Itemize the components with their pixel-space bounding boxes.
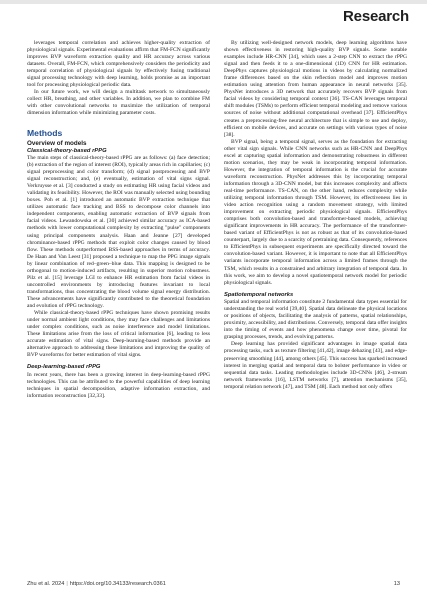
journal-title: Research	[343, 8, 409, 25]
footer-citation: Zhu et al. 2024 | https://doi.org/10.34133/research.0361	[27, 581, 166, 587]
paragraph: By utilizing well-designed network models, deep learning algorithms have shown effectiveness in restoring high-quality BVP signals. Some notable examples include HR-CNN [34], which uses a 2-step CNN to extract the rPPG signal and then feeds it to a one-dimensional (1D) CNN for HR estimation. DeepPhys captures physiological motions in videos by calculating normalized frame differences based on the skin reflection model and improves motion estimation using attention from human appearance in neural networks [35]. PhysNet introduces a 3D network that accurately recovers BVP signals from facial videos by considering temporal context [36]. TS-CAN leverages temporal shift modules (TSMs) to perform efficient temporal modeling and remove various sources of noise without additional computational overhead [37]. EfficientPhys creates a preprocessing-free neural architecture that is simple to use and deploy, efficient on mobile devices, and accurate on settings with various types of noise [38].	[224, 40, 407, 138]
right-column	[224, 40, 407, 391]
paragraph: The main steps of classical-theory-based rPPG are as follows: (a) face detection; (b) extraction of the region of interest (ROI), typically areas rich in capillaries; (c) signal preprocessing and color transform; (d) signal postprocessing and BVP signal reconstruction; and, (e) eventually, estimation of vital signs signal. Verkruysse et al. [3] conducted a study on estimating HR using facial videos and validating its feasibility. However, the ROI was manually selected using bounding boxes. Poh et al. [1] introduced an automatic BVP extraction technique that utilizes automatic face tracking and BSS to decompose color channels into independent components, enabling automatic extraction of BVP signals from facial videos. Lewandowska et al. [30] achieved similar accuracy as ICA-based methods with lower computational complexity by extracting "pulse" components using principal components analysis. Haan and Jeanne [27] developed chrominance-based rPPG methods that exploit color changes caused by blood flow. These methods outperformed BSS-based approaches in terms of accuracy. De Haan and Van Leest [31] proposed a technique to map the PPG image signals by linear combination of red–green–blue data. This mapping is designed to be orthogonal to motion-induced artifacts, resulting in superior motion robustness. Pilz et al. [15] leverage LGI to enhance HR estimation from facial videos in uncontrolled environments by introducing features invariant to local transformations, thus concentrating the blood volume signal energy distribution. These advancements have significantly contributed to the theoretical foundation and evolution of rPPG technology.	[27, 155, 210, 309]
subsubsection-heading-spatiotemporal: Spatiotemporal networks	[224, 291, 294, 298]
paragraph: leverages temporal correlation and achieves higher-quality extraction of physiological signals. Experimental evaluations affirm that FM-FCN significantly improves BVP waveform extraction quality and HR accuracy across various datasets. Overall, FM-FCN, which comprehensively considers the periodicity and temporal correlation of physiological signals by effectively fusing traditional signal processing technology with deep learning, holds promise as an important tool for processing physiological periodic data.	[27, 40, 210, 89]
header-bar	[0, 0, 427, 4]
paragraph: Spatial and temporal information constitute 2 fundamental data types essential for understanding the real world [39,40]. Spatial data delineate the physical locations or positions of objects, facilitating the analysis of patterns, spatial relationships, proximity, accessibility, and distributions. Conversely, temporal data offer insights into the timing of events and how phenomena change over time, pivotal for grasping processes, trends, and evolving patterns.	[224, 299, 407, 341]
section-heading-methods: Methods	[27, 127, 63, 138]
subsubsection-heading-deep-learning: Deep-learning-based rPPG	[27, 364, 101, 371]
page-number: 13	[393, 581, 400, 587]
paragraph: In our future work, we will design a multitask network to simultaneously collect HR, breathing, and other variables. In addition, we plan to combine FM with other convolutional networks to maximize the utilization of temporal dimension information while minimizing parameter costs.	[27, 89, 210, 117]
paragraph: While classical-theory-based rPPG techniques have shown promising results under normal ambient light conditions, they may face challenges and limitations under complex conditions, such as noise interference and model limitations. These limitations arise from the loss of critical information [6], leading to less accurate estimation of vital signs. Deep-learning-based methods provide an alternative approach to addressing these limitations and improving the quality of BVP waveforms for better estimation of vital signs.	[27, 310, 210, 359]
paragraph: BVP signal, being a temporal signal, serves as the foundation for extracting other vital sign signals. While CNN networks such as HR-CNN and DeepPhys excel at capturing spatial information and demonstrating robustness in different motion scenarios, they may be weak in incorporating temporal information. However, the integration of temporal information is the crucial for accurate waveform reconstruction. PhysNet addresses this by incorporating temporal information through a 3D-CNN model, but this increases complexity and affects real-time performance. TS-CAN, on the other hand, reduces complexity while utilizing temporal information through TSM. However, its effectiveness lies in video action recognition using a random movement strategy, with limited improvement on extracting periodic physiological signals. EfficientPhys comprises both convolution-based and transformer-based models, achieving significant improvements in HR accuracy. The performance of the transformer-based variant of EfficientPhys is not as robust as that of its convolution-based counterpart, largely due to a scarcity of pretraining data. Consequently, references to EfficientPhys in subsequent experiments are specifically directed toward the convolution-based variant. However, it is important to note that all EfficientPhys variants incorporate temporal information across a limited frames through the TSM, which results in a constrained and arbitrary integration of temporal data. In this work, we aim to develop a novel spatiotemporal network model for periodic physiological signals.	[224, 138, 407, 286]
subsection-heading-overview: Overview of models	[27, 139, 87, 147]
paragraph: In recent years, there has been a growing interest in deep-learning-based rPPG technologies. This can be attributed to the powerful capabilities of deep learning techniques in spatial decomposition, adaptive information extraction, and information reconstruction [32,33].	[27, 371, 210, 400]
paragraph: Deep learning has provided significant advantages in image spatial data processing tasks, such as texture filtering [41,42], image dehazing [43], and edge-preserving smoothing [44], among others [45]. This success has sparked increased interest in merging spatial and temporal data to bolster performance in video or sequential data tasks. Leading methodologies include 3D-CNNs [46], 2-stream network frameworks [16], LSTM networks [7], attention mechanisms [35], temporal relation network [47], and TSM [48]. Each method not only offers	[224, 341, 407, 390]
left-column	[27, 40, 210, 400]
footer-authors: Zhu et al. 2024	[27, 581, 65, 587]
doi-link[interactable]: https://doi.org/10.34133/research.0361	[69, 581, 166, 587]
subsubsection-heading-classical: Classical-theory-based rPPG	[27, 147, 107, 154]
